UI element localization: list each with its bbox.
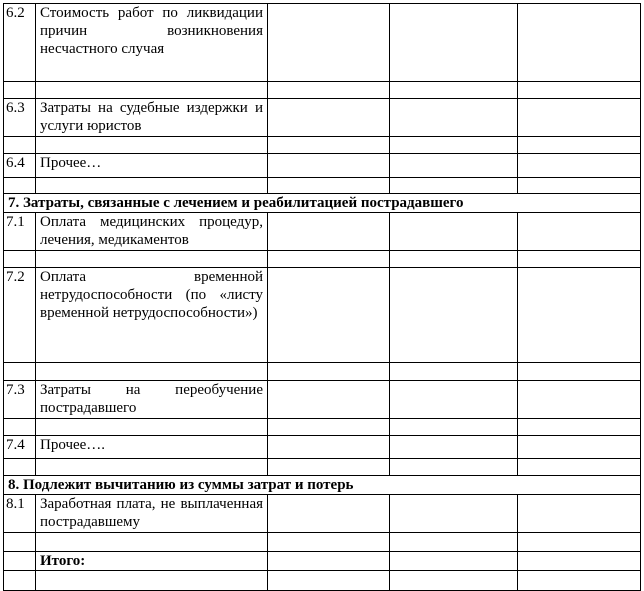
value-cell — [390, 436, 518, 459]
value-cell — [518, 137, 641, 154]
item-number-cell: 7.4 — [4, 436, 36, 459]
item-number-cell: 7.1 — [4, 213, 36, 251]
item-number-cell — [4, 419, 36, 436]
item-description-cell — [36, 459, 268, 476]
value-cell — [268, 436, 390, 459]
value-cell — [518, 82, 641, 99]
table-row — [4, 436, 641, 459]
value-cell — [518, 459, 641, 476]
item-description-cell: Стоимость работ по ликвидации причин возникновения несчастного случая — [36, 4, 268, 82]
item-number-cell — [4, 363, 36, 381]
value-cell — [268, 459, 390, 476]
value-cell — [518, 213, 641, 251]
section-title: 8. Подлежит вычитанию из суммы затрат и потерь — [4, 476, 641, 495]
total-label-cell: Итого: — [36, 552, 268, 571]
value-cell — [390, 137, 518, 154]
value-cell — [390, 154, 518, 178]
item-number-cell: 7.2 — [4, 268, 36, 363]
value-cell — [268, 213, 390, 251]
value-cell — [390, 4, 518, 82]
value-cell — [268, 82, 390, 99]
item-number-cell — [4, 82, 36, 99]
blank-row — [4, 419, 641, 436]
value-cell — [390, 419, 518, 436]
table-row — [4, 99, 641, 137]
item-number-cell: 6.3 — [4, 99, 36, 137]
value-cell — [390, 268, 518, 363]
item-number-cell — [4, 459, 36, 476]
section-header-row — [4, 194, 641, 213]
table-row — [4, 381, 641, 419]
total-row — [4, 552, 641, 571]
section-title: 7. Затраты, связанные с лечением и реабилитацией пострадавшего — [4, 194, 641, 213]
value-cell — [518, 552, 641, 571]
blank-row — [4, 82, 641, 99]
item-number-cell: 6.4 — [4, 154, 36, 178]
cost-table — [3, 3, 641, 591]
item-number-cell: 7.3 — [4, 381, 36, 419]
value-cell — [268, 419, 390, 436]
value-cell — [268, 99, 390, 137]
item-number-cell — [4, 137, 36, 154]
value-cell — [518, 251, 641, 268]
item-description-cell — [36, 251, 268, 268]
table-row — [4, 268, 641, 363]
item-number-cell — [4, 251, 36, 268]
cost-table-body — [4, 4, 641, 591]
value-cell — [268, 251, 390, 268]
value-cell — [518, 436, 641, 459]
value-cell — [518, 99, 641, 137]
section-header-row — [4, 476, 641, 495]
item-description-cell: Прочее…. — [36, 436, 268, 459]
value-cell — [390, 495, 518, 533]
value-cell — [390, 178, 518, 194]
blank-row — [4, 459, 641, 476]
value-cell — [518, 178, 641, 194]
item-description-cell: Затраты на переобучение пострадавшего — [36, 381, 268, 419]
item-number-cell — [4, 552, 36, 571]
item-number-cell — [4, 178, 36, 194]
item-description-cell — [36, 137, 268, 154]
blank-row — [4, 178, 641, 194]
value-cell — [518, 4, 641, 82]
value-cell — [268, 154, 390, 178]
value-cell — [518, 268, 641, 363]
value-cell — [518, 154, 641, 178]
value-cell — [268, 268, 390, 363]
value-cell — [268, 495, 390, 533]
item-description-cell — [36, 533, 268, 552]
table-row — [4, 154, 641, 178]
cost-table-document — [3, 3, 641, 591]
value-cell — [390, 459, 518, 476]
item-description-cell — [36, 178, 268, 194]
item-number-cell — [4, 533, 36, 552]
value-cell — [518, 495, 641, 533]
value-cell — [268, 381, 390, 419]
value-cell — [268, 552, 390, 571]
value-cell — [518, 419, 641, 436]
value-cell — [268, 4, 390, 82]
value-cell — [268, 137, 390, 154]
item-number-cell: 6.2 — [4, 4, 36, 82]
value-cell — [518, 533, 641, 552]
value-cell — [390, 381, 518, 419]
value-cell — [390, 99, 518, 137]
value-cell — [268, 363, 390, 381]
item-description-cell: Оплата медицинских процедур, лечения, медикаментов — [36, 213, 268, 251]
value-cell — [390, 533, 518, 552]
value-cell — [390, 552, 518, 571]
blank-row — [4, 533, 641, 552]
value-cell — [268, 178, 390, 194]
table-row — [4, 4, 641, 82]
value-cell — [390, 251, 518, 268]
value-cell — [390, 213, 518, 251]
item-description-cell: Прочее… — [36, 154, 268, 178]
item-description-cell — [36, 363, 268, 381]
value-cell — [390, 82, 518, 99]
item-description-cell — [36, 82, 268, 99]
item-number-cell: 8.1 — [4, 495, 36, 533]
value-cell — [518, 363, 641, 381]
item-description-cell: Затраты на судебные издержки и услуги юристов — [36, 99, 268, 137]
value-cell — [268, 533, 390, 552]
item-description-cell: Оплата временной нетрудоспособности (по «листу временной нетрудоспособности») — [36, 268, 268, 363]
blank-row — [4, 251, 641, 268]
table-row — [4, 495, 641, 533]
item-description-cell: Заработная плата, не выплаченная пострадавшему — [36, 495, 268, 533]
value-cell — [518, 381, 641, 419]
blank-row — [4, 363, 641, 381]
item-description-cell — [36, 419, 268, 436]
blank-row — [4, 137, 641, 154]
table-row — [4, 213, 641, 251]
value-cell — [390, 363, 518, 381]
